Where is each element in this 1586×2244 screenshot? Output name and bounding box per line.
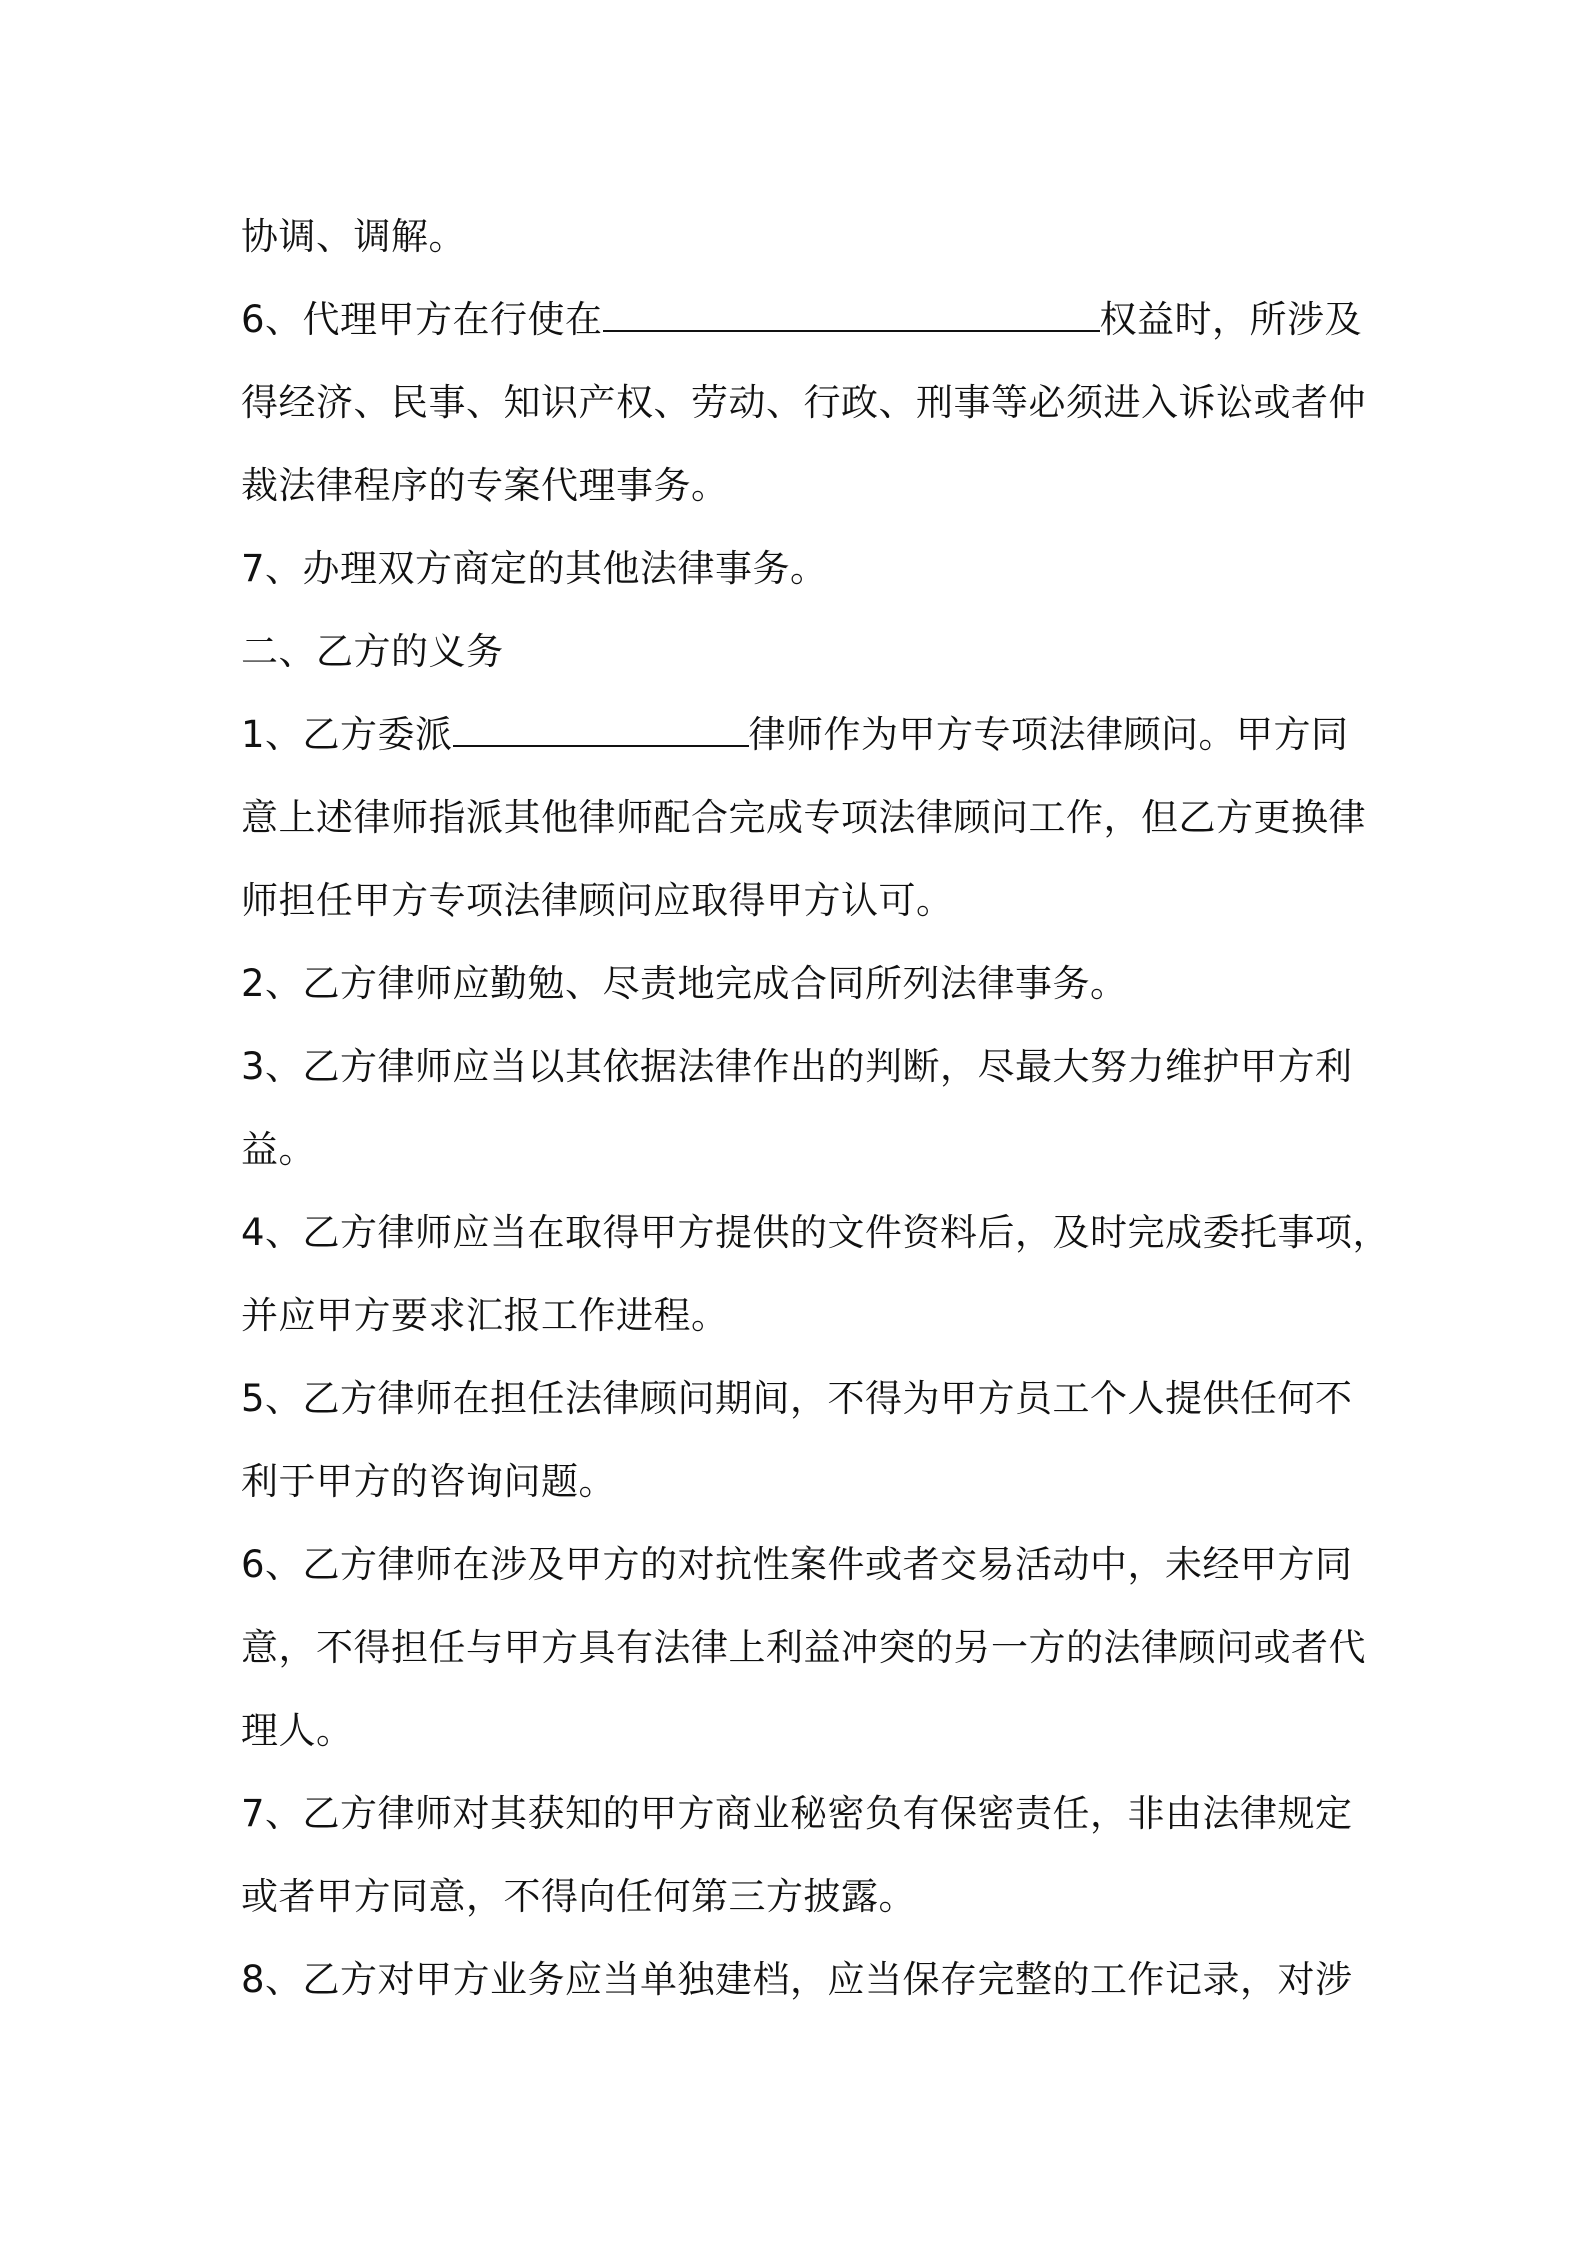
text-line: 利于甲方的咨询问题。 (241, 1460, 616, 1503)
text-line: 7、乙方律师对其获知的甲方商业秘密负有保密责任，非由法律规定 (241, 1792, 1353, 1835)
text-line: 5、乙方律师在担任法律顾问期间，不得为甲方员工个人提供任何不 (241, 1377, 1353, 1420)
text-fragment: 律师作为甲方专项法律顾问。甲方同 (748, 713, 1349, 756)
text-line: 协调、调解。 (241, 215, 466, 258)
text-line: 或者甲方同意，不得向任何第三方披露。 (241, 1875, 916, 1918)
text-line-with-blank (241, 704, 1349, 758)
text-fragment: 权益时，所涉及 (1099, 298, 1363, 341)
text-line: 师担任甲方专项法律顾问应取得甲方认可。 (241, 879, 954, 922)
text-line: 益。 (241, 1128, 316, 1171)
text-fragment: 1、乙方委派 (241, 713, 453, 756)
text-line: 意，不得担任与甲方具有法律上利益冲突的另一方的法律顾问或者代 (241, 1626, 1366, 1669)
text-line: 8、乙方对甲方业务应当单独建档，应当保存完整的工作记录，对涉 (241, 1958, 1353, 2001)
fill-in-blank[interactable] (603, 300, 1100, 332)
text-line: 得经济、民事、知识产权、劳动、行政、刑事等必须进入诉讼或者仲 (241, 381, 1366, 424)
text-line: 意上述律师指派其他律师配合完成专项法律顾问工作，但乙方更换律 (241, 796, 1366, 839)
text-line: 理人。 (241, 1709, 354, 1752)
text-fragment: 6、代理甲方在行使在 (241, 298, 603, 341)
text-line: 裁法律程序的专案代理事务。 (241, 464, 729, 507)
text-line: 4、乙方律师应当在取得甲方提供的文件资料后，及时完成委托事项， (241, 1211, 1391, 1254)
text-line: 并应甲方要求汇报工作进程。 (241, 1294, 729, 1337)
text-line: 7、办理双方商定的其他法律事务。 (241, 547, 828, 590)
text-line: 6、乙方律师在涉及甲方的对抗性案件或者交易活动中，未经甲方同 (241, 1543, 1353, 1586)
text-line: 2、乙方律师应勤勉、尽责地完成合同所列法律事务。 (241, 962, 1128, 1005)
text-line: 3、乙方律师应当以其依据法律作出的判断，尽最大努力维护甲方利 (241, 1045, 1353, 1088)
text-line-with-blank (241, 289, 1362, 343)
section-heading: 二、乙方的义务 (241, 630, 504, 673)
fill-in-blank[interactable] (453, 715, 749, 747)
